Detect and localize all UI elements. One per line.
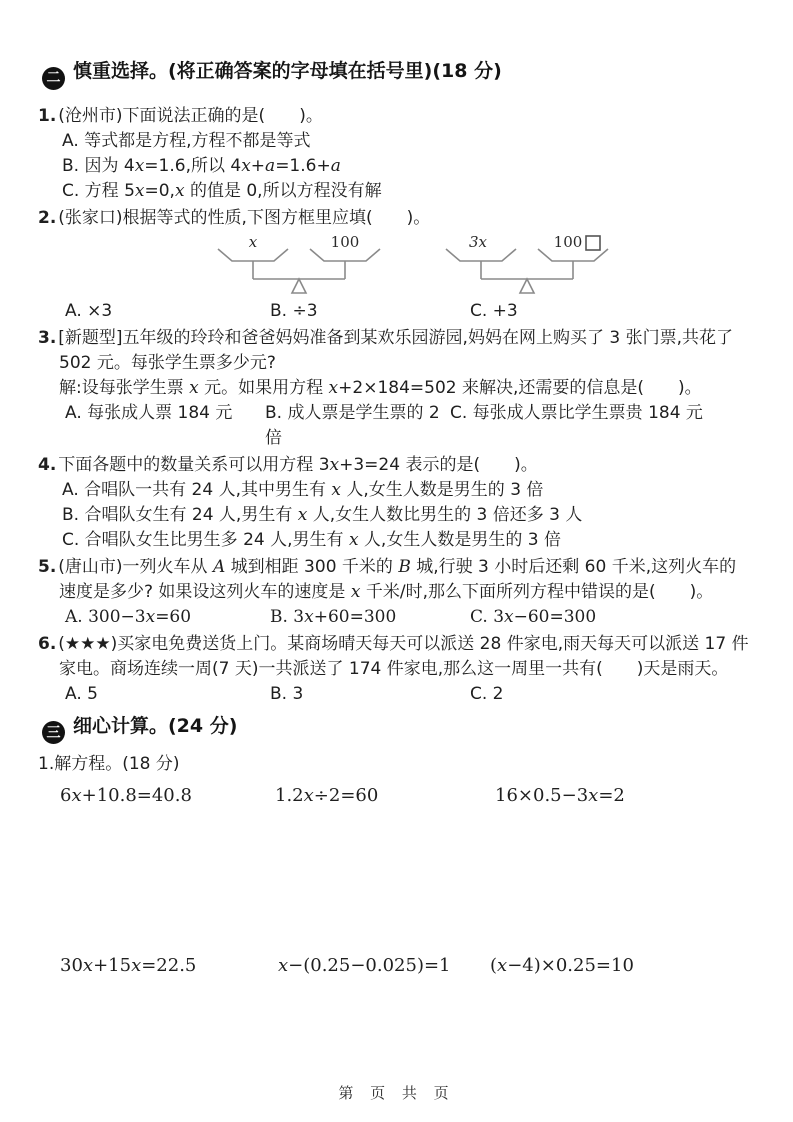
option-b: B. 因为 4x=1.6,所以 4x+a=1.6+a (62, 155, 341, 176)
section-two-icon: 二 (42, 67, 65, 90)
question-6-text: (★★★)买家电免费送货上门。某商场晴天每天可以派送 28 件家电,雨天每天可以派送 17 件家电。商场连续一周(7 天)一共派送了 174 件家电,那么这一周里一共有( )天是雨天。 (58, 633, 749, 679)
question-1 (38, 104, 753, 204)
question-4-options (38, 478, 753, 553)
option-b: B. 3 (270, 683, 304, 704)
balance-scale-diagrams (210, 235, 753, 295)
question-number: 1. (38, 105, 57, 126)
question-6-options (38, 682, 753, 707)
option-a: A. ×3 (65, 300, 113, 321)
section-choice-header (42, 58, 753, 90)
equation: (x−4)×0.25=10 (490, 955, 634, 976)
question-5-options (38, 605, 753, 630)
fulcrum-triangle (520, 279, 534, 293)
option-a: A. 等式都是方程,方程不都是等式 (62, 130, 311, 151)
question-6 (38, 632, 753, 707)
left-pan-label: 3x (468, 234, 488, 251)
option-c: C. 方程 5x=0,x 的值是 0,所以方程没有解 (62, 180, 382, 201)
question-number: 2. (38, 207, 57, 228)
question-3-options (38, 401, 753, 451)
balance-scale-left-diagram (210, 235, 396, 295)
right-pan-label: 100 (330, 234, 360, 251)
question-3-text: [新题型]五年级的玲玲和爸爸妈妈准备到某欢乐园游园,妈妈在网上购买了 3 张门票,共花了 502 元。每张学生票多少元? (58, 327, 733, 373)
question-2-stem (38, 206, 753, 231)
question-4-text: 下面各题中的数量关系可以用方程 3x+3=24 表示的是( )。 (58, 454, 538, 475)
equation: 1.2x÷2=60 (275, 785, 379, 806)
equation-row-2 (38, 953, 753, 979)
question-2-text: (张家口)根据等式的性质,下图方框里应填( )。 (58, 207, 431, 228)
question-1-text: (沧州市)下面说法正确的是( )。 (58, 105, 323, 126)
question-number: 4. (38, 454, 57, 475)
question-number: 3. (38, 327, 57, 348)
fulcrum-triangle (292, 279, 306, 293)
question-5-stem (38, 555, 753, 605)
question-number: 5. (38, 556, 57, 577)
option-a: A. 每张成人票 184 元 (65, 402, 233, 423)
option-c: C. 3x−60=300 (470, 606, 597, 627)
left-pan-label: x (248, 234, 258, 251)
section-calc-title: 细心计算。(24 分) (73, 714, 238, 737)
question-2-options (38, 299, 753, 324)
option-b: B. ÷3 (270, 300, 318, 321)
question-4-stem (38, 453, 753, 478)
question-5-text: (唐山市)一列火车从 A 城到相距 300 千米的 B 城,行驶 3 小时后还剩 60 千米,这列火车的速度是多少? 如果设这列火车的速度是 x 千米/时,那么下面所列方程中错误的是( )。 (58, 556, 737, 602)
equation: x−(0.25−0.025)=1 (278, 955, 451, 976)
equation: 16×0.5−3x=2 (495, 785, 625, 806)
question-3-stem (38, 326, 753, 376)
option-c: C. 每张成人票比学生票贵 184 元 (450, 402, 703, 423)
question-5 (38, 555, 753, 630)
option-b: B. 3x+60=300 (270, 606, 397, 627)
question-3-solve-line: 解:设每张学生票 x 元。如果用方程 x+2×184=502 来解决,还需要的信息是( )。 (59, 377, 702, 398)
blank-box (586, 236, 600, 250)
solve-equations-subtitle: 1.解方程。(18 分) (38, 754, 180, 774)
option-a: A. 300−3x=60 (65, 606, 192, 627)
section-calc-header (42, 713, 753, 745)
question-4 (38, 453, 753, 553)
option-c: C. 合唱队女生比男生多 24 人,男生有 x 人,女生人数是男生的 3 倍 (62, 529, 561, 550)
section-choice-title: 慎重选择。(将正确答案的字母填在括号里)(18 分) (73, 60, 502, 82)
question-1-stem (38, 104, 753, 129)
option-c: C. +3 (470, 300, 518, 321)
option-a: A. 5 (65, 683, 98, 704)
balance-scale-right-diagram (438, 235, 624, 295)
question-6-stem (38, 632, 753, 682)
section-three-icon: 三 (42, 721, 65, 744)
right-pan-label: 100 (553, 234, 583, 251)
option-b: B. 合唱队女生有 24 人,男生有 x 人,女生人数比男生的 3 倍还多 3 人 (62, 504, 583, 525)
question-3 (38, 326, 753, 451)
page-footer: 第 页 共 页 (338, 1084, 455, 1102)
option-c: C. 2 (470, 683, 504, 704)
question-1-options (38, 129, 753, 204)
equation-row-1 (38, 783, 753, 809)
equation: 6x+10.8=40.8 (60, 785, 192, 806)
question-2 (38, 206, 753, 324)
equation: 30x+15x=22.5 (60, 955, 197, 976)
option-a: A. 合唱队一共有 24 人,其中男生有 x 人,女生人数是男生的 3 倍 (62, 479, 544, 500)
question-number: 6. (38, 633, 57, 654)
option-b: B. 成人票是学生票的 2 倍 (265, 402, 440, 448)
